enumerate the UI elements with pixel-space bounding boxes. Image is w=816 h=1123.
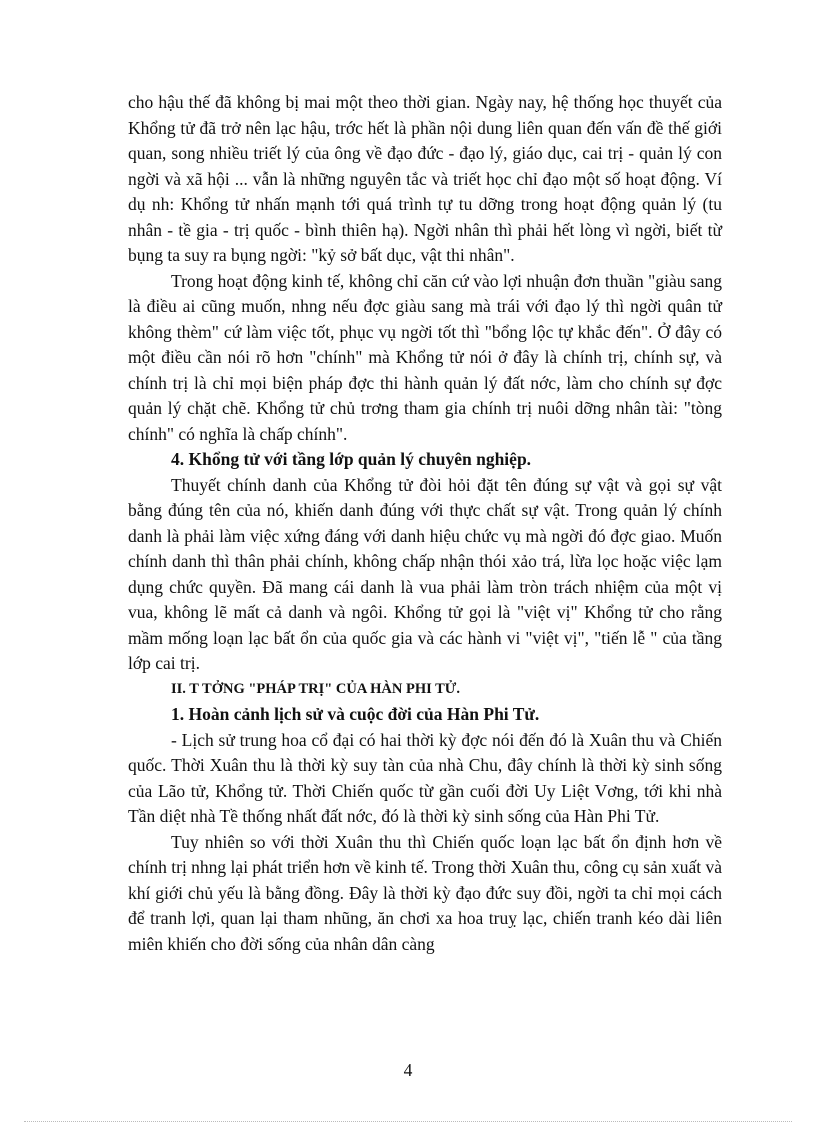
section-heading-1: 1. Hoàn cảnh lịch sử và cuộc đời của Hàn Phi Tử.	[171, 704, 540, 724]
page-number: 4	[403, 1060, 413, 1080]
section-heading-4: 4. Khổng tử với tầng lớp quản lý chuyên nghiệp.	[171, 449, 532, 469]
paragraph-continuation: cho hậu thế đã không bị mai một theo thời gian. Ngày nay, hệ thống học thuyết của Khổng tử đã trở nên lạc hậu, trớc hết là phần nội dung liên quan đến vấn đề thế giới quan, song nhiều triết lý của ông về đạo đức - đạo lý, giáo dục, cai trị - quản lý con ngời và xã hội ... vẫn là những nguyên tắc và triết học chỉ đạo một số hoạt động. Ví dụ nh: Khổng tử nhấn mạnh tới quá trình tự tu dỡng trong hoạt động quản lý (tu nhân - tề gia - trị quốc - bình thiên hạ). Ngời nhân thì phải hết lòng vì ngời, biết từ bụng ta suy ra bụng ngời: "kỷ sở bất dục, vật thi nhân".	[128, 92, 722, 265]
footer-divider	[24, 1121, 792, 1122]
chapter-heading-ii: II. T TỞNG "PHÁP TRỊ" CỦA HÀN PHI TỬ.	[171, 680, 460, 697]
paragraph-chinh-danh: Thuyết chính danh của Khổng tử đòi hỏi đặt tên đúng sự vật và gọi sự vật bằng đúng tên của nó, khiến danh đúng với thực chất sự vật. Trong quản lý chính danh là phải làm việc xứng đáng với danh hiệu chức vụ mà ngời đó đợc giao. Muốn chính danh thì thân phải chính, không chấp nhận thói xảo trá, lừa lọc hoặc việc lạm dụng chức quyền. Đã mang cái danh là vua phải làm tròn trách nhiệm của một vị vua, không lẽ mất cả danh và ngôi. Khổng tử gọi là "việt vị" Khổng tử cho rằng mầm mống loạn lạc bất ổn của quốc gia và các hành vi "việt vị", "tiến lễ " của tầng lớp cai trị.	[128, 474, 722, 673]
paragraph-warring-states: Tuy nhiên so với thời Xuân thu thì Chiến quốc loạn lạc bất ổn định hơn về chính trị nhng lại phát triển hơn về kinh tế. Trong thời Xuân thu, công cụ sản xuất và khí giới chủ yếu là bằng đồng. Đây là thời kỳ đạo đức suy đồi, ngời ta chỉ mọi cách để tranh lợi, quan lại tham nhũng, ăn chơi xa hoa truỵ lạc, chiến tranh kéo dài liên miên khiến cho đời sống của nhân dân càng	[128, 831, 722, 954]
paragraph-history: - Lịch sử trung hoa cổ đại có hai thời kỳ đợc nói đến đó là Xuân thu và Chiến quốc. Thời Xuân thu là thời kỳ suy tàn của nhà Chu, đây chính là thời kỳ sinh sống của Lão tử, Khổng tử. Thời Chiến quốc từ gần cuối đời Uy Liệt Vơng, tới khi nhà Tần diệt nhà Tề thống nhất đất nớc, đó là thời kỳ sinh sống của Hàn Phi Tử.	[128, 729, 722, 826]
paragraph-economic-activity: Trong hoạt động kinh tế, không chỉ căn cứ vào lợi nhuận đơn thuần "giàu sang là điều ai cũng muốn, nhng nếu đợc giàu sang mà trái với đạo lý thì ngời quân tử không thèm" cứ làm việc tốt, phục vụ ngời tốt thì "bổng lộc tự khắc đến". Ở đây có một điều cần nói rõ hơn "chính" mà Khổng tử nói ở đây là chính trị, chính sự, và chính trị là chỉ mọi biện pháp đợc thi hành quản lý đất nớc, làm cho chính sự đợc quản lý chặt chẽ. Khổng tử chủ trơng tham gia chính trị nuôi dỡng nhân tài: "tòng chính" có nghĩa là chấp chính".	[128, 270, 722, 444]
document-page	[128, 90, 722, 957]
